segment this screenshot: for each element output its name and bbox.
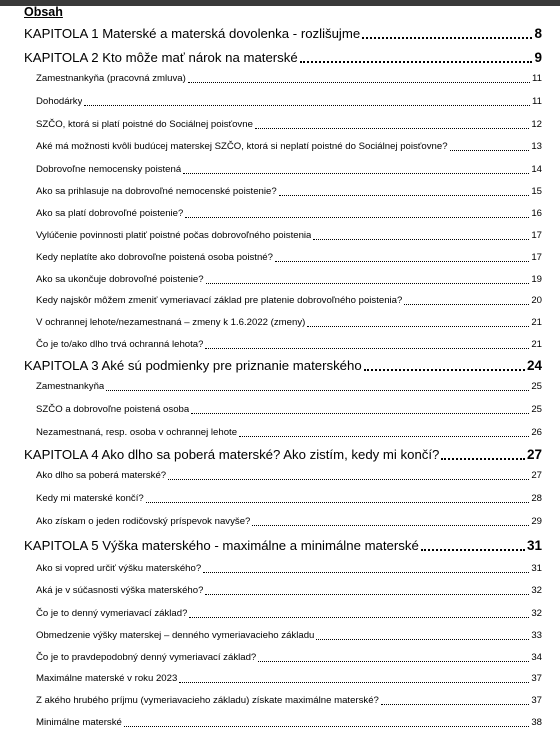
- toc-page-number: 21: [531, 317, 542, 328]
- toc-section-entry[interactable]: [36, 403, 542, 417]
- toc-page-number: 34: [531, 652, 542, 663]
- dot-leader: [206, 283, 530, 284]
- toc-section-entry[interactable]: [36, 294, 542, 308]
- toc-page-number: 14: [531, 164, 542, 175]
- toc-page-number: 19: [531, 274, 542, 285]
- toc-section-entry[interactable]: [36, 515, 542, 529]
- toc-section-entry[interactable]: [36, 672, 542, 686]
- dot-leader: [275, 261, 529, 262]
- toc-page-number: 37: [531, 695, 542, 706]
- toc-section-entry[interactable]: [36, 140, 542, 154]
- toc-section-entry[interactable]: [36, 185, 542, 199]
- toc-page-number: 8: [534, 26, 542, 41]
- dot-leader: [205, 348, 529, 349]
- toc-entry-title: Dobrovoľne nemocensky poistená: [36, 164, 182, 175]
- toc-entry-title: KAPITOLA 1 Materské a materská dovolenka - rozlišujme: [24, 26, 361, 41]
- toc-section-entry[interactable]: [36, 251, 542, 265]
- toc-section-entry[interactable]: [36, 72, 542, 86]
- toc-section-entry[interactable]: [36, 380, 542, 394]
- toc-section-entry[interactable]: [36, 651, 542, 665]
- toc-section-entry[interactable]: [36, 469, 542, 483]
- toc-section-entry[interactable]: [36, 562, 542, 576]
- toc-page-number: 32: [531, 608, 542, 619]
- dot-leader: [316, 639, 529, 640]
- dot-leader: [183, 173, 529, 174]
- toc-entry-title: Ako získam o jeden rodičovský príspevok navyše?: [36, 516, 251, 527]
- toc-section-entry[interactable]: [36, 316, 542, 330]
- toc-page-number: 31: [526, 538, 542, 553]
- toc-page-number: 25: [531, 381, 542, 392]
- top-bar: [0, 0, 560, 6]
- toc-page-number: 11: [532, 96, 542, 107]
- toc-page-number: 25: [531, 404, 542, 415]
- toc-entry-title: Čo je to denný vymeriavací základ?: [36, 608, 188, 619]
- toc-section-entry[interactable]: [36, 716, 542, 730]
- toc-page-number: 21: [531, 339, 542, 350]
- toc-entry-title: Aká je v súčasnosti výška materského?: [36, 585, 204, 596]
- toc-entry-title: Ako sa platí dobrovoľné poistenie?: [36, 208, 184, 219]
- toc-entry-title: Minimálne materské: [36, 717, 122, 728]
- toc-entry-title: Kedy najskôr môžem zmeniť vymeriavací základ pre platenie dobrovoľného poistenia?: [36, 295, 403, 306]
- dot-leader: [307, 326, 529, 327]
- dot-leader: [179, 682, 529, 683]
- toc-section-entry[interactable]: [36, 607, 542, 621]
- dot-leader: [239, 436, 529, 437]
- toc-entry-title: Ako sa ukončuje dobrovoľné poistenie?: [36, 274, 204, 285]
- dot-leader: [106, 390, 529, 391]
- dot-leader: [185, 217, 529, 218]
- toc-section-entry[interactable]: [36, 338, 542, 352]
- toc-section-entry[interactable]: [36, 426, 542, 440]
- dot-leader: [362, 37, 532, 39]
- toc-page-number: 11: [532, 73, 542, 84]
- dot-leader: [364, 369, 525, 371]
- toc-section-entry[interactable]: [36, 273, 542, 287]
- dot-leader: [203, 572, 529, 573]
- dot-leader: [252, 525, 529, 526]
- toc-entry-title: Nezamestnaná, resp. osoba v ochrannej lehote: [36, 427, 238, 438]
- toc-page-number: 16: [531, 208, 542, 219]
- dot-leader: [404, 304, 529, 305]
- toc-entry-title: Z akého hrubého príjmu (vymeriavacieho základu) získate maximálne materské?: [36, 695, 379, 706]
- toc-page-number: 29: [531, 516, 542, 527]
- dot-leader: [421, 549, 525, 551]
- dot-leader: [258, 661, 529, 662]
- toc-page-number: 27: [531, 470, 542, 481]
- toc-section-entry[interactable]: [36, 118, 542, 132]
- toc-section-entry[interactable]: [36, 492, 542, 506]
- toc-entry-title: Ako dlho sa poberá materské?: [36, 470, 167, 481]
- toc-entry-title: Kedy mi materské končí?: [36, 493, 144, 504]
- dot-leader: [381, 704, 529, 705]
- dot-leader: [168, 479, 529, 480]
- dot-leader: [441, 458, 525, 460]
- dot-leader: [191, 413, 529, 414]
- toc-entry-title: Maximálne materské v roku 2023: [36, 673, 178, 684]
- toc-section-entry[interactable]: [36, 629, 542, 643]
- toc-chapter-entry[interactable]: [24, 446, 542, 464]
- dot-leader: [188, 82, 530, 83]
- toc-page-number: 38: [531, 717, 542, 728]
- toc-page-number: 33: [531, 630, 542, 641]
- toc-page-number: 26: [531, 427, 542, 438]
- toc-entry-title: Aké má možnosti kvôli budúcej materskej SZČO, ktorá si neplatí poistné do Sociálnej poisťovne?: [36, 141, 448, 152]
- toc-page-number: 32: [531, 585, 542, 596]
- dot-leader: [84, 105, 530, 106]
- toc-entry-title: V ochrannej lehote/nezamestnaná – zmeny k 1.6.2022 (zmeny): [36, 317, 306, 328]
- toc-section-entry[interactable]: [36, 229, 542, 243]
- toc-page-number: 24: [526, 358, 542, 373]
- toc-entry-title: KAPITOLA 4 Ako dlho sa poberá materské? Ako zistím, kedy mi končí?: [24, 447, 440, 462]
- toc-page-number: 17: [531, 252, 542, 263]
- toc-entry-title: SZČO, ktorá si platí poistné do Sociálnej poisťovne: [36, 119, 253, 130]
- toc-page-number: 17: [531, 230, 542, 241]
- toc-chapter-entry[interactable]: [24, 357, 542, 375]
- toc-entry-title: KAPITOLA 2 Kto môže mať nárok na materské: [24, 50, 298, 65]
- toc-chapter-entry[interactable]: [24, 25, 542, 43]
- dot-leader: [189, 617, 529, 618]
- dot-leader: [124, 726, 529, 727]
- toc-page-number: 13: [531, 141, 542, 152]
- toc-section-entry[interactable]: [36, 95, 542, 109]
- toc-section-entry[interactable]: [36, 163, 542, 177]
- toc-entry-title: Vylúčenie povinnosti platiť poistné počas dobrovoľného poistenia: [36, 230, 312, 241]
- toc-entry-title: Dohodárky: [36, 96, 83, 107]
- toc-entry-title: Čo je to pravdepodobný denný vymeriavací základ?: [36, 652, 257, 663]
- dot-leader: [450, 150, 530, 151]
- dot-leader: [300, 61, 533, 63]
- dot-leader: [146, 502, 530, 503]
- toc-section-entry[interactable]: [36, 694, 542, 708]
- dot-leader: [313, 239, 529, 240]
- toc-entry-title: KAPITOLA 3 Aké sú podmienky pre priznanie materského: [24, 358, 362, 373]
- toc-entry-title: Zamestnankyňa: [36, 381, 105, 392]
- toc-entry-title: Čo je to/ako dlho trvá ochranná lehota?: [36, 339, 204, 350]
- toc-entry-title: SZČO a dobrovoľne poistená osoba: [36, 404, 190, 415]
- toc-page-number: 9: [534, 50, 542, 65]
- toc-entry-title: KAPITOLA 5 Výška materského - maximálne a minimálne materské: [24, 538, 419, 553]
- toc-page-number: 28: [531, 493, 542, 504]
- dot-leader: [255, 128, 529, 129]
- toc-title: Obsah: [24, 5, 63, 19]
- toc-page-number: 15: [531, 186, 542, 197]
- toc-page-number: 27: [526, 447, 542, 462]
- toc-entry-title: Kedy neplatíte ako dobrovoľne poistená osoba poistné?: [36, 252, 273, 263]
- toc-entry-title: Ako si vopred určiť výšku materského?: [36, 563, 202, 574]
- toc-page-number: 12: [531, 119, 542, 130]
- dot-leader: [205, 594, 529, 595]
- toc-entry-title: Obmedzenie výšky materskej – denného vymeriavacieho základu: [36, 630, 315, 641]
- toc-entry-title: Zamestnankyňa (pracovná zmluva): [36, 73, 186, 84]
- toc-section-entry[interactable]: [36, 207, 542, 221]
- toc-page-number: 31: [531, 563, 542, 574]
- toc-page-number: 20: [531, 295, 542, 306]
- dot-leader: [279, 195, 530, 196]
- toc-chapter-entry[interactable]: [24, 537, 542, 555]
- toc-page-number: 37: [531, 673, 542, 684]
- toc-chapter-entry[interactable]: [24, 49, 542, 67]
- toc-entry-title: Ako sa prihlasuje na dobrovoľné nemocenské poistenie?: [36, 186, 277, 197]
- toc-section-entry[interactable]: [36, 584, 542, 598]
